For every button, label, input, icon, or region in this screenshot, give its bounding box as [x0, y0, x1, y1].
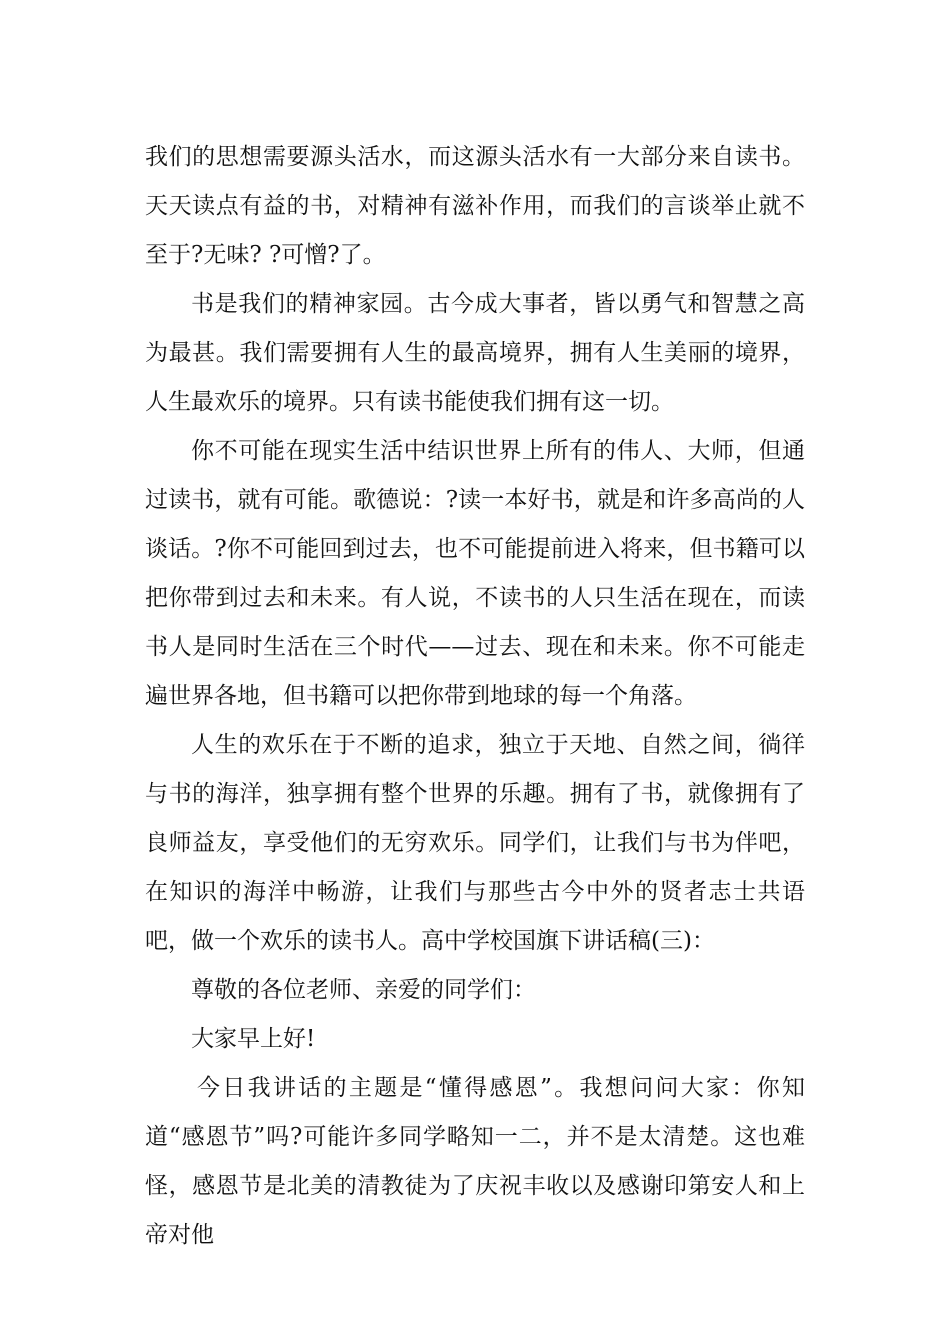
salutation: 尊敬的各位老师、亲爱的同学们：: [191, 977, 536, 1003]
paragraph-3: 你不可能在现实生活中结识世界上所有的伟人、大师，但通过读书，就有可能。歌德说：?读一本好书，就是和许多高尚的人谈话。?你不可能回到过去，也不可能提前进入将来，但书籍可以把你带到过去和未来。有人说，不读书的人只生活在现在，而读书人是同时生活在三个时代——过去、现在和未来。你不可能走遍世界各地，但书籍可以把你带到地球的每一个角落。: [145, 438, 805, 709]
document-body: [145, 133, 805, 1260]
paragraph-2: 书是我们的精神家园。古今成大事者，皆以勇气和智慧之高为最甚。我们需要拥有人生的最高境界，拥有人生美丽的境界，人生最欢乐的境界。只有读书能使我们拥有这一切。: [145, 291, 805, 415]
paragraph-4: 人生的欢乐在于不断的追求，独立于天地、自然之间，徜徉与书的海洋，独享拥有整个世界的乐趣。拥有了书，就像拥有了良师益友，享受他们的无穷欢乐。同学们，让我们与书为伴吧，在知识的海洋中畅游，让我们与那些古今中外的贤者志士共语吧，做一个欢乐的读书人。高中学校国旗下讲话稿(三)：: [145, 732, 805, 954]
paragraph-7: 今日我讲话的主题是“懂得感恩”。我想问问大家：你知道“感恩节”吗?可能许多同学略知一二，并不是太清楚。这也难怪，感恩节是北美的清教徒为了庆祝丰收以及感谢印第安人和上帝对他: [145, 1075, 805, 1248]
greeting: 大家早上好!: [191, 1026, 316, 1052]
paragraph-1: 我们的思想需要源头活水，而这源头活水有一大部分来自读书。天天读点有益的书，对精神有滋补作用，而我们的言谈举止就不至于?无味? ?可憎?了。: [145, 144, 805, 268]
